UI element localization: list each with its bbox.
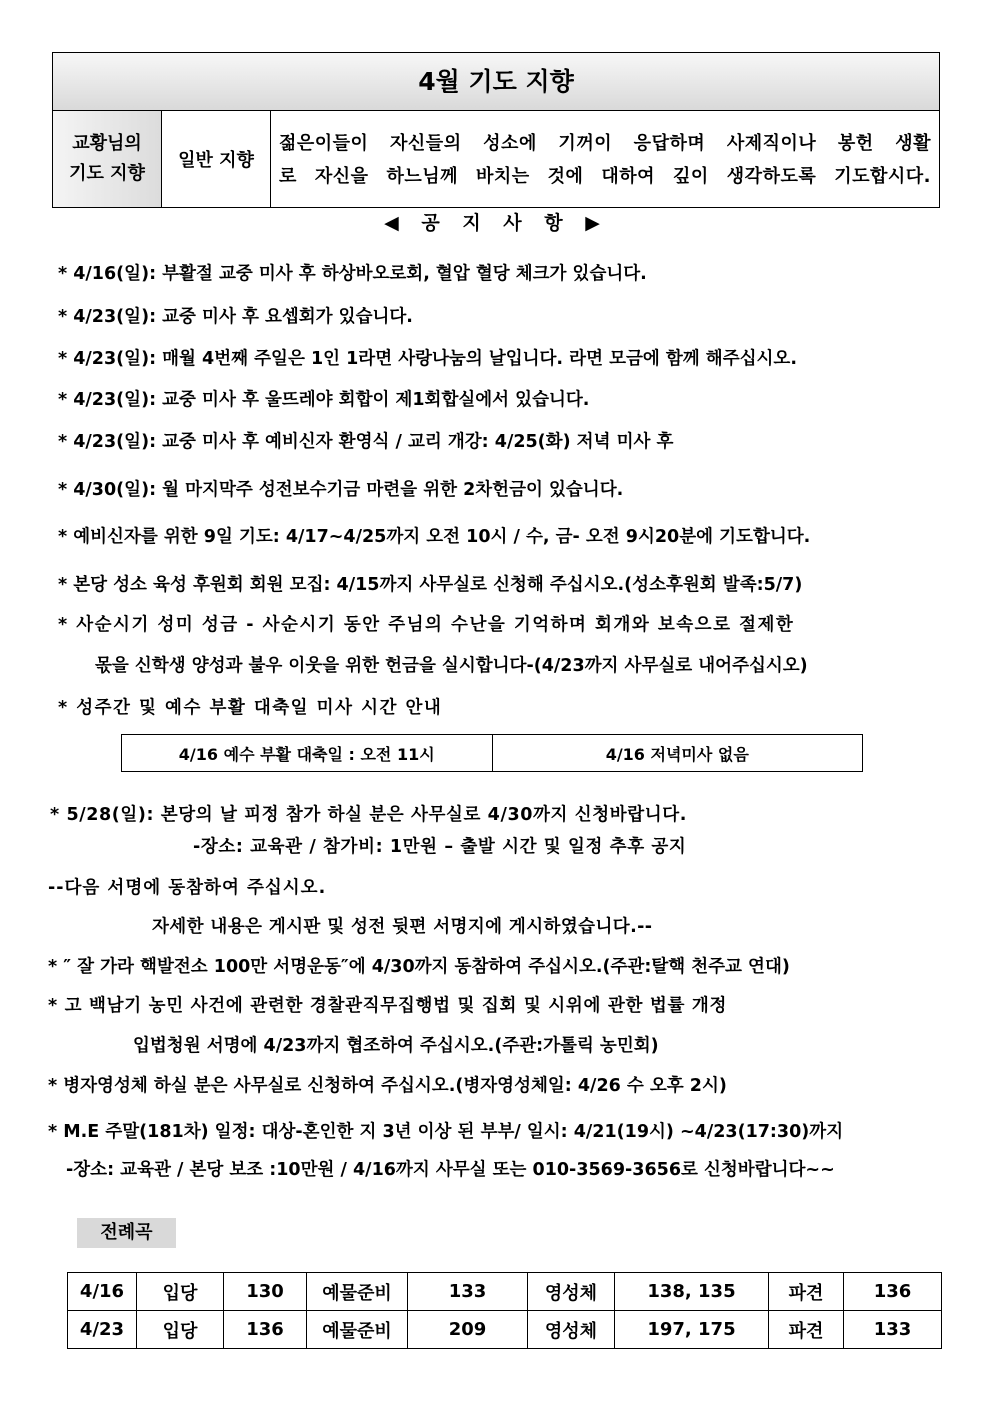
- hymn-cell: 입당: [137, 1273, 224, 1311]
- prayer-type: 일반 지향: [162, 111, 271, 207]
- notice-item: 몫을 신학생 양성과 불우 이웃을 위한 헌금을 실시합니다-(4/23까지 사무실로 내어주십시오): [95, 656, 808, 676]
- notice-item: 자세한 내용은 게시판 및 성전 뒷편 서명지에 게시하였습니다.--: [152, 917, 653, 937]
- notice-item: * 5/28(일): 본당의 날 피정 참가 하실 분은 사무실로 4/30까지 신청바랍니다.: [50, 805, 687, 825]
- hymn-cell: 133: [408, 1273, 528, 1311]
- notice-item: -장소: 교육관 / 참가비: 1만원 – 출발 시간 및 일정 추후 공지: [193, 837, 687, 857]
- notice-item: --다음 서명에 동참하여 주십시오.: [48, 878, 327, 898]
- hymn-cell: 136: [844, 1273, 942, 1311]
- hymn-cell: 197, 175: [615, 1311, 769, 1349]
- notice-item: * M.E 주말(181차) 일정: 대상-혼인한 지 3년 이상 된 부부/ 일시: 4/21(19시) ~4/23(17:30)까지: [48, 1122, 844, 1142]
- notice-item: * 4/23(일): 교중 미사 후 예비신자 환영식 / 교리 개강: 4/25(화) 저녁 미사 후: [58, 432, 674, 452]
- notice-item: * 4/23(일): 교중 미사 후 울뜨레야 회합이 제1회합실에서 있습니다.: [58, 390, 590, 410]
- hymn-cell: 파견: [769, 1273, 844, 1311]
- mass-schedule-box: [121, 734, 863, 772]
- hymn-cell: 예물준비: [307, 1311, 408, 1349]
- notice-item: * 병자영성체 하실 분은 사무실로 신청하여 주십시오.(병자영성체일: 4/26 수 오후 2시): [48, 1076, 727, 1096]
- notice-item: 입법청원 서명에 4/23까지 협조하여 주십시오.(주관:가톨릭 농민회): [133, 1036, 659, 1056]
- notice-item: * 성주간 및 예수 부활 대축일 미사 시간 안내: [58, 698, 443, 718]
- prayer-intention-box: [52, 52, 940, 208]
- notice-item: * 4/23(일): 교중 미사 후 요셉회가 있습니다.: [58, 307, 413, 327]
- notice-item: -장소: 교육관 / 본당 보조 :10만원 / 4/16까지 사무실 또는 010-3569-3656로 신청바랍니다~~: [66, 1160, 835, 1180]
- notice-item: * 사순시기 성미 성금 - 사순시기 동안 주님의 수난을 기억하며 회개와 보속으로 절제한: [58, 615, 795, 635]
- prayer-text-line: 로 자신을 하느님께 바치는 것에 대하여 깊이 생각하도록 기도합시다.: [279, 166, 931, 187]
- notice-item: * 4/16(일): 부활절 교중 미사 후 하상바오로회, 혈압 혈당 체크가 있습니다.: [58, 264, 647, 284]
- hymn-cell: 209: [408, 1311, 528, 1349]
- prayer-category: 교황님의 기도 지향: [53, 111, 162, 207]
- mass-schedule-easter: 4/16 예수 부활 대축일 : 오전 11시: [122, 735, 493, 771]
- notice-item: * ″ 잘 가라 핵발전소 100만 서명운동″에 4/30까지 동참하여 주십시오.(주관:탈핵 천주교 연대): [48, 957, 790, 977]
- hymn-cell: 4/23: [68, 1311, 137, 1349]
- hymn-label: 전례곡: [77, 1218, 176, 1248]
- hymn-cell: 파견: [769, 1311, 844, 1349]
- prayer-text-line: 젊은이들이 자신들의 성소에 기꺼이 응답하며 사제직이나 봉헌 생활: [279, 133, 931, 154]
- hymn-cell: 130: [224, 1273, 307, 1311]
- notice-item: * 예비신자를 위한 9일 기도: 4/17~4/25까지 오전 10시 / 수, 금- 오전 9시20분에 기도합니다.: [58, 527, 811, 547]
- prayer-title: 4월 기도 지향: [53, 53, 939, 111]
- table-row: [68, 1311, 942, 1349]
- notice-item: * 고 백남기 농민 사건에 관련한 경찰관직무집행법 및 집회 및 시위에 관한 법률 개정: [48, 996, 728, 1016]
- notice-header: ◀ 공 지 사 항 ▶: [384, 212, 608, 234]
- hymn-cell: 영성체: [528, 1273, 615, 1311]
- notice-item: * 본당 성소 육성 후원회 회원 모집: 4/15까지 사무실로 신청해 주십시오.(성소후원회 발족:5/7): [58, 575, 803, 595]
- table-row: [68, 1273, 942, 1311]
- hymn-cell: 133: [844, 1311, 942, 1349]
- hymn-cell: 138, 135: [615, 1273, 769, 1311]
- prayer-text: [271, 111, 939, 207]
- hymn-cell: 입당: [137, 1311, 224, 1349]
- notice-item: * 4/30(일): 월 마지막주 성전보수기금 마련을 위한 2차헌금이 있습니다.: [58, 480, 624, 500]
- hymn-cell: 136: [224, 1311, 307, 1349]
- notice-item: * 4/23(일): 매월 4번째 주일은 1인 1라면 사랑나눔의 날입니다. 라면 모금에 함께 해주십시오.: [58, 349, 797, 369]
- hymn-cell: 예물준비: [307, 1273, 408, 1311]
- hymn-table: [67, 1272, 942, 1349]
- mass-schedule-evening: 4/16 저녁미사 없음: [605, 744, 749, 764]
- hymn-cell: 4/16: [68, 1273, 137, 1311]
- hymn-cell: 영성체: [528, 1311, 615, 1349]
